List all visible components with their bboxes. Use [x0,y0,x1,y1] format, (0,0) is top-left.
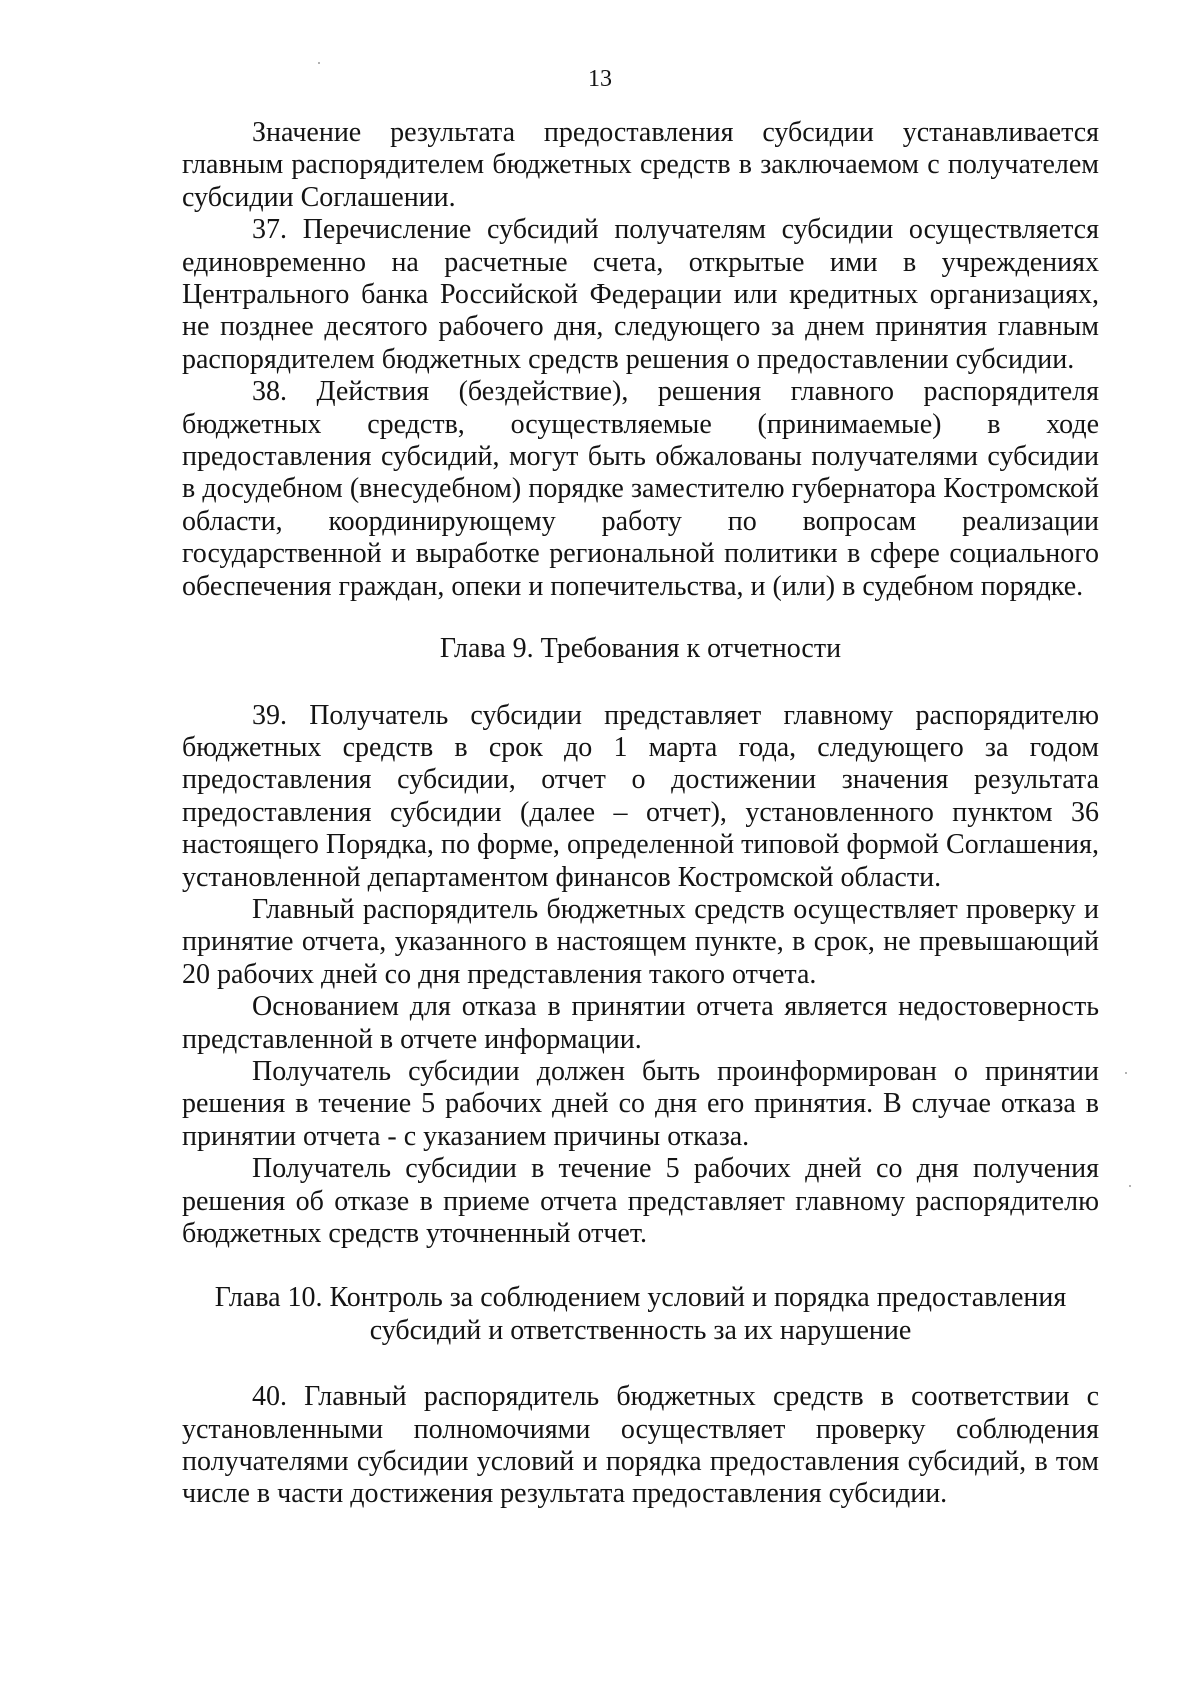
paragraph-39: 39. Получатель субсидии представляет главному распорядителю бюджетных средств в срок до 1 марта года, следующего за годом предоставления субсидии, отчет о достижении значения результата предоставления субсидии (далее – отчет), установленного пунктом 36 настоящего Порядка, по форме, определенной типовой формой Соглашения, установленной департаментом финансов Костромской области. [182,699,1099,893]
chapter-10-heading [182,1282,1099,1347]
paragraph-updated-report: Получатель субсидии в течение 5 рабочих дней со дня получения решения об отказе в приеме отчета представляет главному распорядителю бюджетных средств уточненный отчет. [182,1153,1099,1249]
scan-speck [318,62,320,64]
paragraph-37: 37. Перечисление субсидий получателям субсидии осуществляется единовременно на расчетные счета, открытые ими в учреждениях Центрального банка Российской Федерации или кредитных организациях, не позднее десятого рабочего дня, следующего за днем принятия главным распорядителем бюджетных средств решения о предоставлении субсидии. [182,214,1099,375]
chapter-10-heading-line-2: субсидий и ответственность за их нарушение [369,1314,912,1346]
chapter-10-heading-line-1: Глава 10. Контроль за соблюдением условий и порядка предоставления [214,1282,1067,1314]
paragraph-refusal-grounds: Основанием для отказа в принятии отчета является недостоверность представленной в отчете информации. [182,991,1099,1055]
paragraph-notification: Получатель субсидии должен быть проинформирован о принятии решения в течение 5 рабочих дней со дня его принятия. В случае отказа в принятии отчета - с указанием причины отказа. [182,1055,1099,1152]
paragraph-report-check: Главный распорядитель бюджетных средств осуществляет проверку и принятие отчета, указанного в настоящем пункте, в срок, не превышающий 20 рабочих дней со дня представления такого отчета. [182,893,1099,990]
chapter-9-heading: Глава 9. Требования к отчетности [439,633,842,665]
paragraph-40: 40. Главный распорядитель бюджетных средств в соответствии с установленными полномочиями осуществляет проверку соблюдения получателями субсидии условий и порядка предоставления субсидий, в том числе в части достижения результата предоставления субсидии. [182,1381,1099,1510]
paragraph-result-value: Значение результата предоставления субсидии устанавливается главным распорядителем бюджетных средств в заключаемом с получателем субсидии Соглашении. [182,117,1099,213]
paragraph-38: 38. Действия (бездействие), решения главного распорядителя бюджетных средств, осуществляемые (принимаемые) в ходе предоставления субсидий, могут быть обжалованы получателями субсидии в досудебном (внесудебном) порядке заместителю губернатора Костромской области, координирующему работу по вопросам реализации государственной и выработке региональной политики в сфере социального обеспечения граждан, опеки и попечительства, и (или) в судебном порядке. [182,376,1099,602]
page-number: 13 [588,66,612,92]
scan-speck [1129,1185,1131,1187]
document-body [182,117,1099,1511]
scan-speck [1125,1072,1127,1074]
